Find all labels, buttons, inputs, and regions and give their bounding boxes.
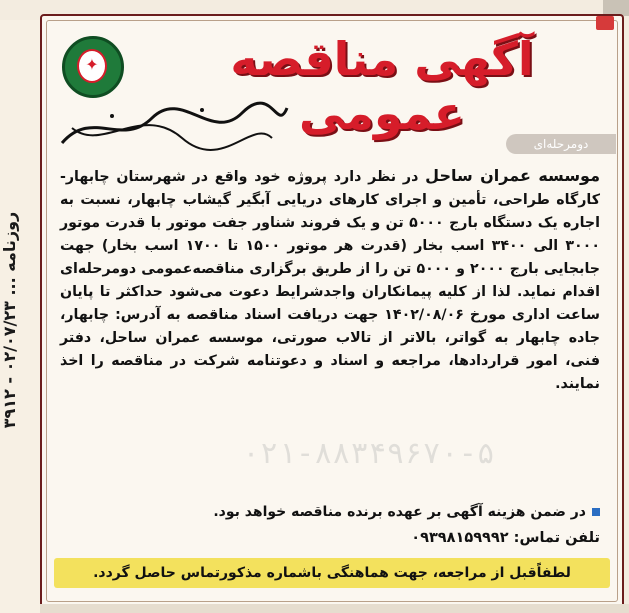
- fee-note: [60, 504, 600, 520]
- contact-line: [60, 530, 600, 546]
- newspaper-name-date: روزنامه ... ۰۲/۰۷/۲۳ - ۳۹۱۲: [0, 211, 19, 429]
- notice-title: آگهی مناقصه عمومی: [230, 32, 534, 140]
- footer-banner: لطفاًقبل از مراجعه، جهت هماهنگی باشماره مذکورتماس حاصل گردد.: [54, 558, 610, 588]
- organization-name: موسسه عمران ساحل: [425, 166, 600, 185]
- tag-icon: [596, 16, 614, 30]
- stage-badge: دومرحله‌ای: [506, 134, 616, 154]
- emblem-icon: [62, 36, 124, 98]
- emblem-glyph-icon: ✦: [85, 55, 99, 74]
- notice-body: [60, 164, 600, 396]
- bullet-icon: [592, 508, 600, 516]
- bottom-strip: [40, 604, 629, 613]
- contact-phone: ۰۹۳۹۸۱۵۹۹۹۲: [411, 530, 509, 546]
- issuer-signature-logo: [52, 98, 292, 158]
- newspaper-side-strip: [0, 20, 40, 613]
- notice-frame: [40, 14, 624, 608]
- notice-body-text: در نظر دارد پروژه خود واقع در شهرستان چابهار- کارگاه طراحی، تأمین و اجرای کارهای دریایی آبگیر گیشاب چابهار، نسبت به اجاره یک دستگاه بارج ۵۰۰۰ تن و یک فروند شناور جفت موتور با قدرت موتور ۳۰۰۰ الی ۳۴۰۰ اسب بخار (قدرت هر موتور ۱۵۰۰ تا ۱۷۰۰ اسب بخار) جهت جابجایی بارج ۲۰۰۰ و ۵۰۰۰ تن را از طریق برگزاری مناقصه‌عمومی دومرحله‌ای اقدام نماید. لذا از کلیه پیمانکاران واجدشرایط دعوت می‌شود حداکثر تا پایان ساعت اداری مورخ ۱۴۰۲/۰۸/۰۶ جهت دریافت اسناد مناقصه به آدرس: چابهار، جاده چابهار به گواتر، بالاتر از تالاب صورتی، موسسه عمران ساحل، دفتر فنی، امور قراردادها، مراجعه و اسناد و دعوتنامه شرکت در مناقصه را اخذ نمایند.: [60, 169, 600, 392]
- contact-label: تلفن تماس:: [513, 530, 600, 546]
- watermark-phone: ۰۲۱-۸۸۳۴۹۶۷۰-۵: [242, 436, 495, 471]
- fee-note-text: در ضمن هزینه آگهی بر عهده برنده مناقصه خواهد بود.: [213, 504, 586, 520]
- emblem-center: [77, 49, 107, 83]
